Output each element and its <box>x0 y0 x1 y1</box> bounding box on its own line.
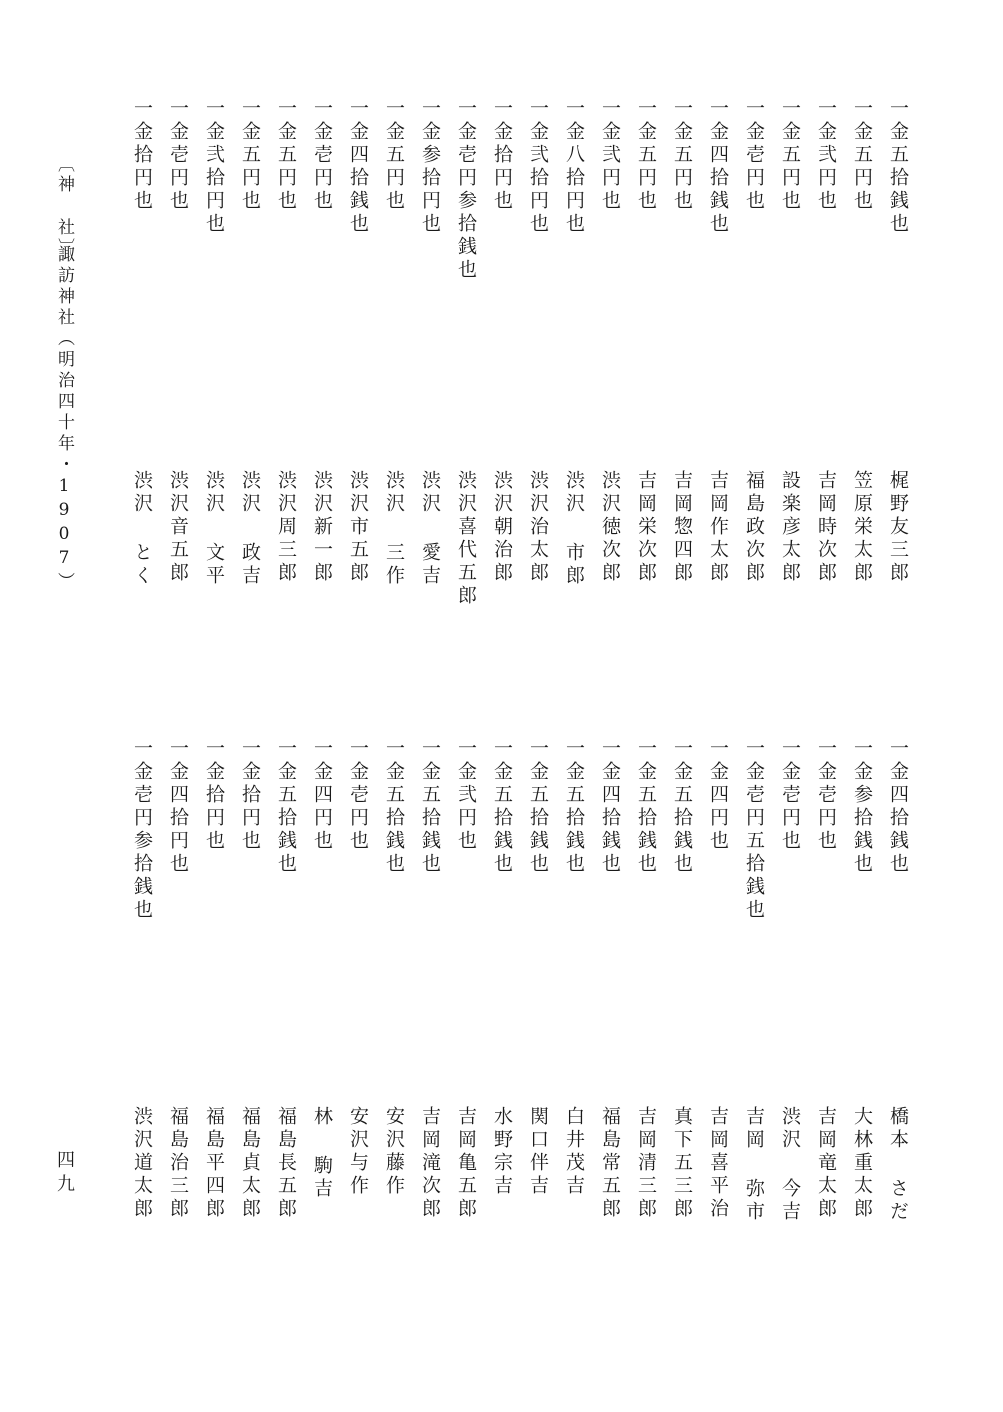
upper-amount-14: 一金参拾円也 <box>419 98 441 236</box>
upper-amount-19: 一金五円也 <box>239 98 261 213</box>
lower-amount-21: 一金四拾円也 <box>167 738 189 876</box>
upper-amount-18: 一金五円也 <box>275 98 297 213</box>
upper-amount-20: 一金弐拾円也 <box>203 98 225 236</box>
lower-name-16: 安沢与作 <box>347 1106 369 1198</box>
upper-amount-21: 一金壱円也 <box>167 98 189 213</box>
upper-amount-16: 一金四拾銭也 <box>347 98 369 236</box>
upper-amount-4: 一金五円也 <box>779 98 801 213</box>
lower-amount-17: 一金四円也 <box>311 738 333 853</box>
lower-amount-11: 一金五拾銭也 <box>527 738 549 876</box>
lower-amount-1: 一金四拾銭也 <box>887 738 909 876</box>
lower-name-5: 吉岡 弥市 <box>743 1106 765 1224</box>
upper-amount-8: 一金五円也 <box>635 98 657 213</box>
upper-amount-5: 一金壱円也 <box>743 98 765 213</box>
upper-name-10: 渋沢 市郎 <box>563 470 585 588</box>
upper-name-19: 渋沢 政吉 <box>239 470 261 588</box>
lower-amount-22: 一金壱円参拾銭也 <box>131 738 153 922</box>
lower-name-13: 吉岡亀五郎 <box>455 1106 477 1221</box>
lower-amount-12: 一金五拾銭也 <box>491 738 513 876</box>
upper-name-17: 渋沢新一郎 <box>311 470 333 585</box>
lower-amount-9: 一金四拾銭也 <box>599 738 621 876</box>
lower-name-10: 白井茂吉 <box>563 1106 585 1198</box>
upper-amount-7: 一金五円也 <box>671 98 693 213</box>
upper-amount-13: 一金壱円参拾銭也 <box>455 98 477 282</box>
lower-amount-3: 一金壱円也 <box>815 738 837 853</box>
lower-amount-10: 一金五拾銭也 <box>563 738 585 876</box>
lower-name-21: 福島治三郎 <box>167 1106 189 1221</box>
lower-amount-7: 一金五拾銭也 <box>671 738 693 876</box>
upper-amount-1: 一金五拾銭也 <box>887 98 909 236</box>
lower-name-2: 大林重太郎 <box>851 1106 873 1221</box>
lower-name-11: 関口伴吉 <box>527 1106 549 1198</box>
lower-name-4: 渋沢 今吉 <box>779 1106 801 1224</box>
page-title: 諏訪神社（明治四十年・1907） <box>54 245 74 593</box>
upper-name-14: 渋沢 愛吉 <box>419 470 441 588</box>
upper-name-8: 吉岡栄次郎 <box>635 470 657 585</box>
lower-name-7: 真下五三郎 <box>671 1106 693 1221</box>
lower-name-15: 安沢藤作 <box>383 1106 405 1198</box>
upper-name-5: 福島政次郎 <box>743 470 765 585</box>
upper-name-20: 渋沢 文平 <box>203 470 225 588</box>
upper-amount-9: 一金弐円也 <box>599 98 621 213</box>
lower-name-1: 橋本 さだ <box>887 1106 909 1224</box>
upper-name-12: 渋沢朝治郎 <box>491 470 513 585</box>
lower-name-20: 福島平四郎 <box>203 1106 225 1221</box>
upper-name-13: 渋沢喜代五郎 <box>455 470 477 608</box>
lower-amount-5: 一金壱円五拾銭也 <box>743 738 765 922</box>
upper-amount-2: 一金五円也 <box>851 98 873 213</box>
upper-name-22: 渋沢 とく <box>131 470 153 588</box>
lower-name-8: 吉岡清三郎 <box>635 1106 657 1221</box>
upper-name-16: 渋沢市五郎 <box>347 470 369 585</box>
upper-amount-12: 一金拾円也 <box>491 98 513 213</box>
lower-amount-19: 一金拾円也 <box>239 738 261 853</box>
upper-amount-6: 一金四拾銭也 <box>707 98 729 236</box>
upper-name-15: 渋沢 三作 <box>383 470 405 588</box>
upper-name-1: 梶野友三郎 <box>887 470 909 585</box>
upper-amount-15: 一金五円也 <box>383 98 405 213</box>
page-number: 四九 <box>54 1150 75 1198</box>
upper-name-6: 吉岡作太郎 <box>707 470 729 585</box>
upper-amount-11: 一金弐拾円也 <box>527 98 549 236</box>
lower-name-18: 福島長五郎 <box>275 1106 297 1221</box>
upper-name-4: 設楽彦太郎 <box>779 470 801 585</box>
lower-name-12: 水野宗吉 <box>491 1106 513 1198</box>
upper-name-9: 渋沢徳次郎 <box>599 470 621 585</box>
section-label: 〔神 社〕 <box>54 155 74 258</box>
upper-name-21: 渋沢音五郎 <box>167 470 189 585</box>
lower-amount-15: 一金五拾銭也 <box>383 738 405 876</box>
lower-amount-8: 一金五拾銭也 <box>635 738 657 876</box>
lower-name-3: 吉岡竜太郎 <box>815 1106 837 1221</box>
lower-amount-6: 一金四円也 <box>707 738 729 853</box>
upper-name-2: 笠原栄太郎 <box>851 470 873 585</box>
upper-amount-22: 一金拾円也 <box>131 98 153 213</box>
lower-name-14: 吉岡滝次郎 <box>419 1106 441 1221</box>
upper-amount-3: 一金弐円也 <box>815 98 837 213</box>
lower-name-6: 吉岡喜平治 <box>707 1106 729 1221</box>
lower-name-17: 林 駒吉 <box>311 1106 333 1201</box>
lower-name-9: 福島常五郎 <box>599 1106 621 1221</box>
lower-amount-4: 一金壱円也 <box>779 738 801 853</box>
lower-amount-20: 一金拾円也 <box>203 738 225 853</box>
lower-amount-2: 一金参拾銭也 <box>851 738 873 876</box>
lower-amount-16: 一金壱円也 <box>347 738 369 853</box>
upper-name-18: 渋沢周三郎 <box>275 470 297 585</box>
upper-amount-17: 一金壱円也 <box>311 98 333 213</box>
lower-amount-14: 一金五拾銭也 <box>419 738 441 876</box>
upper-name-3: 吉岡時次郎 <box>815 470 837 585</box>
upper-name-11: 渋沢治太郎 <box>527 470 549 585</box>
lower-name-22: 渋沢道太郎 <box>131 1106 153 1221</box>
upper-name-7: 吉岡惣四郎 <box>671 470 693 585</box>
lower-amount-13: 一金弐円也 <box>455 738 477 853</box>
lower-amount-18: 一金五拾銭也 <box>275 738 297 876</box>
lower-name-19: 福島貞太郎 <box>239 1106 261 1221</box>
upper-amount-10: 一金八拾円也 <box>563 98 585 236</box>
